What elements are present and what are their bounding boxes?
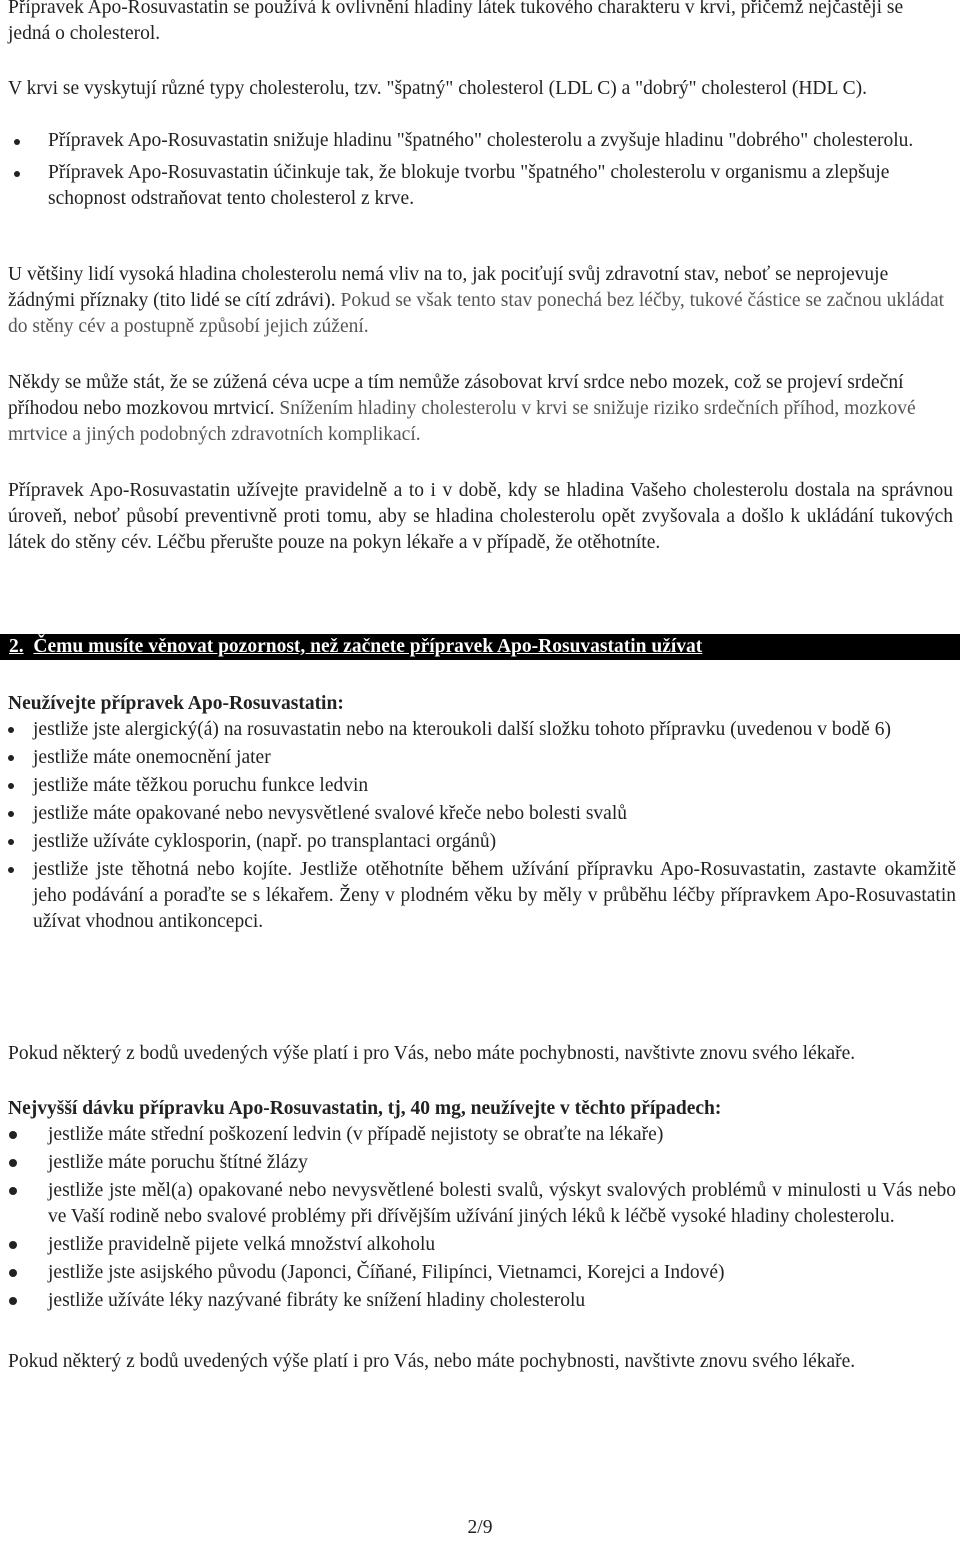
- list-item: jestliže máte těžkou poruchu funkce ledvin: [8, 773, 956, 799]
- list-item: jestliže máte opakované nebo nevysvětlené svalové křeče nebo bolesti svalů: [8, 801, 956, 827]
- list-item: jestliže jste těhotná nebo kojíte. Jestliže otěhotníte během užívání přípravku Apo-Rosuvastatin, zastavte okamžitě jeho podávání a poraďte se s lékařem. Ženy v plodném věku by měly v průběhu léčby přípravkem Apo-Rosuvastatin užívat vhodnou antikoncepci.: [8, 857, 956, 935]
- list-item: jestliže máte poruchu štítné žlázy: [8, 1150, 956, 1176]
- intro-paragraph-1: Přípravek Apo-Rosuvastatin se používá k ovlivnění hladiny látek tukového charakteru v krvi, přičemž nejčastěji se jedná o cholesterol.: [8, 0, 904, 44]
- cholesterol-effect-paragraph: U většiny lidí vysoká hladina cholesterolu nemá vliv na to, jak pociťují svůj zdravotní stav, neboť se neprojevuje žádnými příznaky (tito lidé se cítí zdrávi). Pokud se však tento stav ponechá bez léčby, tukové částice se začnou ukládat do stěny cév a postupně způsobí jejich zúžení.: [8, 264, 945, 337]
- max-dose-list: [8, 1122, 956, 1314]
- consult-note-2: Pokud některý z bodů uvedených výše platí i pro Vás, nebo máte pochybnosti, navštivte znovu svého lékaře.: [8, 1351, 856, 1372]
- list-item: Přípravek Apo-Rosuvastatin účinkuje tak, že blokuje tvorbu "špatného" cholesterolu v organismu a zlepšuje schopnost odstraňovat tento cholesterol z krve.: [8, 160, 956, 212]
- section-2-heading: 2. Čemu musíte věnovat pozornost, než začnete přípravek Apo-Rosuvastatin užívat: [0, 634, 960, 660]
- list-item: jestliže užíváte léky nazývané fibráty ke snížení hladiny cholesterolu: [8, 1288, 956, 1314]
- risk-paragraph: Někdy se může stát, že se zúžená céva ucpe a tím nemůže zásobovat krví srdce nebo mozek, což se projeví srdeční příhodou nebo mozkovou mrtvicí. Snížením hladiny cholesterolu v krvi se snižuje riziko srdečních příhod, mozkové mrtvice a jiných podobných zdravotních komplikací.: [8, 372, 916, 445]
- page-number: 2/9: [467, 1517, 493, 1538]
- do-not-use-heading: Neužívejte přípravek Apo-Rosuvastatin:: [8, 693, 344, 714]
- list-item: jestliže užíváte cyklosporin, (např. po transplantaci orgánů): [8, 829, 956, 855]
- consult-note-1: Pokud některý z bodů uvedených výše platí i pro Vás, nebo máte pochybnosti, navštivte znovu svého lékaře.: [8, 1043, 856, 1064]
- list-item: Přípravek Apo-Rosuvastatin snižuje hladinu "špatného" cholesterolu a zvyšuje hladinu "dobrého" cholesterolu.: [8, 128, 956, 154]
- list-item: jestliže pravidelně pijete velká množství alkoholu: [8, 1232, 956, 1258]
- list-item: jestliže máte onemocnění jater: [8, 745, 956, 771]
- list-item: jestliže jste měl(a) opakované nebo nevysvětlené bolesti svalů, výskyt svalových problémů v minulosti u Vás nebo ve Vaší rodině nebo svalové problémy při dřívějším užívání jiných léků k léčbě vysoké hladiny cholesterolu.: [8, 1178, 956, 1230]
- intro-bullet-list: [8, 128, 956, 212]
- usage-paragraph: Přípravek Apo-Rosuvastatin užívejte pravidelně a to i v době, kdy se hladina Vašeho cholesterolu dostala na správnou úroveň, neboť působí preventivně proti tomu, aby se hladina cholesterolu opět zvyšovala a došlo k ukládání tukových látek do stěny cév. Léčbu přerušte pouze na pokyn lékaře a v případě, že otěhotníte.: [8, 480, 953, 553]
- list-item: jestliže jste alergický(á) na rosuvastatin nebo na kteroukoli další složku tohoto přípravku (uvedenou v bodě 6): [8, 717, 956, 743]
- list-item: jestliže jste asijského původu (Japonci, Číňané, Filipínci, Vietnamci, Korejci a Indové): [8, 1260, 956, 1286]
- intro-paragraph-2: V krvi se vyskytují různé typy cholesterolu, tzv. "špatný" cholesterol (LDL C) a "dobrý" cholesterol (HDL C).: [8, 78, 867, 99]
- list-item: jestliže máte střední poškození ledvin (v případě nejistoty se obraťte na lékaře): [8, 1122, 956, 1148]
- do-not-use-list: [8, 717, 956, 935]
- max-dose-heading: Nejvyšší dávku přípravku Apo-Rosuvastatin, tj, 40 mg, neužívejte v těchto případech:: [8, 1098, 722, 1119]
